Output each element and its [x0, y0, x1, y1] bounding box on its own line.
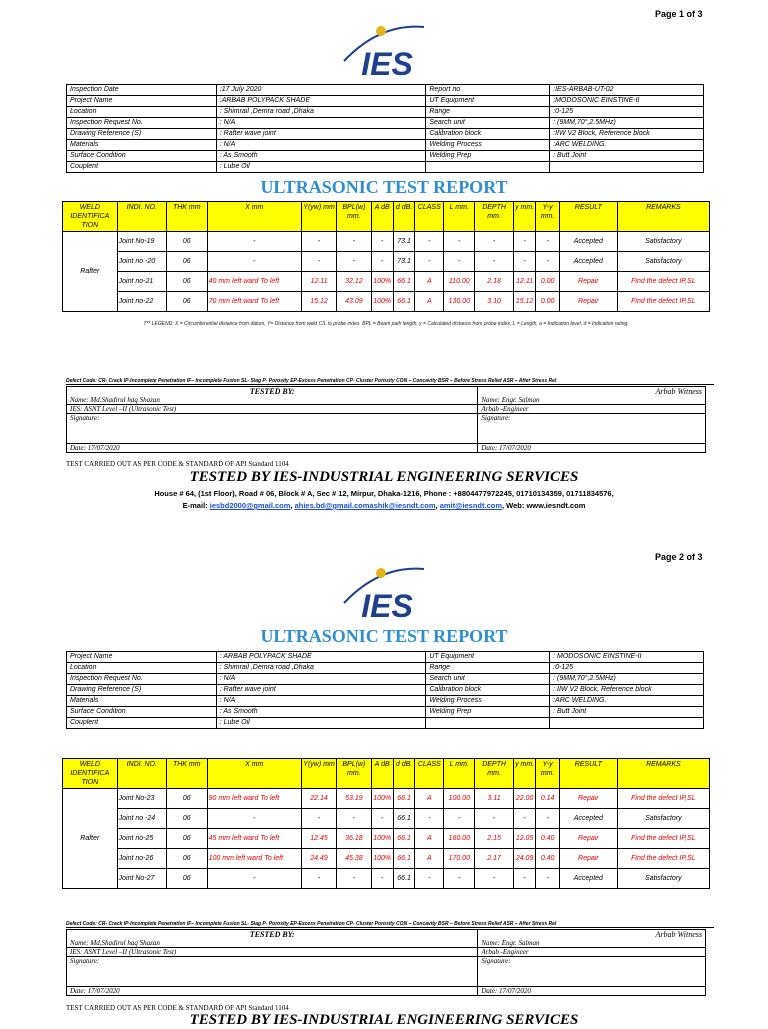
cell-remarks: Satisfactory	[617, 809, 709, 829]
email-link-2[interactable]: ahies.bd@gmail.comashik@iesndt.com	[294, 501, 436, 510]
info-value: : Butt Joint	[550, 707, 704, 718]
info-value: : N/A	[216, 674, 426, 685]
cell-joint: Joint no -20	[117, 252, 166, 272]
column-header: INDI. NO.	[117, 202, 166, 232]
cell-result: Repair	[559, 849, 617, 869]
info-value: : (9MM,70°,2.5MHz)	[550, 118, 704, 129]
cell-x: -	[207, 869, 301, 889]
column-header: DEPTH mm.	[475, 759, 514, 789]
cell-depth: -	[475, 252, 514, 272]
tested-by-label: TESTED BY:	[249, 387, 295, 396]
cell-bpl: -	[337, 869, 371, 889]
tester-role-2: IES: ASNT Level –II (Ultrasonic Test)	[67, 948, 478, 957]
info-row	[67, 140, 704, 151]
cell-cls: A	[415, 849, 444, 869]
cell-yyw: -	[301, 252, 336, 272]
cell-joint: Joint no-22	[117, 292, 166, 312]
weld-identification-cell: Rafter	[63, 232, 118, 312]
defect-code-2: Defect Code: CR- Crack IP-Incomplete Penetration IF– Incomplete Fusion SL- Slag P- Porosity EP-Excess Penetration CP- Cluster Porosity CON – Concavity BSR – Before Stress Relief ASR – After Stress Rel	[66, 921, 714, 928]
email-label: E-mail:	[182, 501, 210, 510]
info-label: Location	[67, 663, 217, 674]
cell-x: -	[207, 252, 301, 272]
info-row	[67, 696, 704, 707]
table-row	[63, 789, 710, 809]
cell-remarks: Find the defect IP,SL	[617, 789, 709, 809]
info-value	[550, 162, 704, 173]
logo-text: IES	[361, 46, 413, 79]
company-name: TESTED BY IES-INDUSTRIAL ENGINEERING SERVICES	[189, 469, 579, 485]
info-value: :IIW V2 Block, Reference block	[550, 129, 704, 140]
cell-a: 100%	[371, 292, 393, 312]
info-value: : MODOSONIC EINSTINE-II	[550, 652, 704, 663]
cell-yy: -	[536, 232, 560, 252]
info-label: Welding Prep	[426, 151, 550, 162]
info-row	[67, 151, 704, 162]
info-value: :0-125	[550, 663, 704, 674]
cell-yy: 0.40	[536, 829, 560, 849]
cell-yy: 0.14	[536, 789, 560, 809]
info-value: : Rafter wave joint	[216, 129, 426, 140]
witness-name: Name: Engr. Salman	[481, 396, 540, 404]
info-label: Calibration block	[426, 129, 550, 140]
column-header: WELD IDENTIFICA TION	[63, 202, 118, 232]
cell-result: Repair	[559, 789, 617, 809]
cell-y: 12.05	[513, 829, 535, 849]
cell-yy: -	[536, 252, 560, 272]
column-header: DEPTH mm.	[475, 202, 514, 232]
cell-l: -	[444, 869, 475, 889]
cell-depth: 3.10	[475, 292, 514, 312]
report-title-2: ULTRASONIC TEST REPORT	[260, 626, 508, 646]
info-row	[67, 96, 704, 107]
table-row	[63, 849, 710, 869]
cell-depth: 2.17	[475, 849, 514, 869]
column-header: RESULT	[559, 759, 617, 789]
info-value: : Shimrail ,Demra road ,Dhaka	[216, 663, 426, 674]
witness-signature: Signature:	[478, 414, 706, 444]
cell-d: 73.1	[393, 232, 414, 252]
table-row	[63, 232, 710, 252]
cell-depth: -	[475, 869, 514, 889]
info-row	[67, 85, 704, 96]
defect-code: Defect Code: CR- Crack IP-Incomplete Penetration IF– Incomplete Fusion SL- Slag P- Porosity EP-Excess Penetration CP- Cluster Porosity CON – Concavity BSR – Before Stress Relief ASR – After Stress Rel	[66, 378, 714, 385]
cell-depth: -	[475, 232, 514, 252]
column-header: X mm	[207, 202, 301, 232]
table-row	[63, 272, 710, 292]
column-header: y mm.	[513, 202, 535, 232]
cell-thk: 06	[166, 292, 207, 312]
cell-y: -	[513, 869, 535, 889]
info-label: Drawing Reference (S)	[67, 685, 217, 696]
cell-d: 66.1	[393, 809, 414, 829]
tester-date: Date: 17/07/2020	[67, 444, 478, 453]
ut-results-table	[62, 201, 710, 312]
column-header: y mm.	[513, 759, 535, 789]
cell-bpl: 32.12	[337, 272, 371, 292]
cell-y: 12.11	[513, 272, 535, 292]
cell-remarks: Satisfactory	[617, 232, 709, 252]
cell-a: -	[371, 252, 393, 272]
column-header: d dB.	[393, 759, 414, 789]
cell-l: 130.00	[444, 292, 475, 312]
info-value: : N/A	[216, 118, 426, 129]
cell-remarks: Satisfactory	[617, 252, 709, 272]
info-value: : IIW V2 Block, Reference block	[550, 685, 704, 696]
weld-identification-cell: Rafter	[63, 789, 118, 889]
cell-cls: -	[415, 869, 444, 889]
cell-depth: 2.15	[475, 829, 514, 849]
info-label: Materials	[67, 140, 217, 151]
cell-yy: 0.00	[536, 292, 560, 312]
cell-thk: 06	[166, 829, 207, 849]
column-header: REMARKS	[617, 759, 709, 789]
table-row	[63, 809, 710, 829]
column-header: CLASS	[415, 759, 444, 789]
web-text: , Web: www.iesndt.com	[502, 501, 586, 510]
info-value: : Lube Oil	[216, 718, 426, 729]
email-link-3[interactable]: amit@iesndt.com	[439, 501, 503, 510]
cell-y: 15.12	[513, 292, 535, 312]
cell-l: 110.00	[444, 272, 475, 292]
cell-yy: -	[536, 869, 560, 889]
info-row	[67, 162, 704, 173]
cell-yy: 0.40	[536, 849, 560, 869]
tester-name-2: Name: Md.Shadirul haq Shazan	[70, 939, 160, 947]
info-label: Report no	[426, 85, 550, 96]
cell-joint: Joint No-19	[117, 232, 166, 252]
cell-yyw: 15.12	[301, 292, 336, 312]
info-value	[550, 718, 704, 729]
cell-bpl: 45.38	[337, 849, 371, 869]
column-header: Y(yw) mm	[301, 759, 336, 789]
cell-joint: Joint no -24	[117, 809, 166, 829]
inspection-info-table	[66, 84, 704, 173]
report-title: ULTRASONIC TEST REPORT	[260, 177, 508, 197]
cell-d: 66.1	[393, 272, 414, 292]
table-header-row	[63, 202, 710, 232]
info-value: : N/A	[216, 696, 426, 707]
cell-thk: 06	[166, 232, 207, 252]
cell-cls: A	[415, 789, 444, 809]
info-label: UT Equipment	[426, 652, 550, 663]
cell-joint: Joint no-21	[117, 272, 166, 292]
info-value: :MODOSONIC EINSTINE-II	[550, 96, 704, 107]
cell-d: 66.1	[393, 869, 414, 889]
column-header: INDI. NO.	[117, 759, 166, 789]
info-label: Inspection Request No.	[67, 118, 217, 129]
cell-x: -	[207, 809, 301, 829]
cell-joint: Joint No-27	[117, 869, 166, 889]
cell-bpl: -	[337, 252, 371, 272]
info-label: Couplent	[67, 718, 217, 729]
cell-thk: 06	[166, 849, 207, 869]
info-value: :0-125	[550, 107, 704, 118]
info-row	[67, 129, 704, 140]
ies-logo	[340, 17, 430, 79]
cell-yyw: 22.14	[301, 789, 336, 809]
info-row	[67, 107, 704, 118]
info-value: :ARBAB POLYPACK SHADE	[216, 96, 426, 107]
cell-d: 66.1	[393, 849, 414, 869]
info-value: : Shimrail ,Demra road ,Dhaka	[216, 107, 426, 118]
cell-d: 66.1	[393, 292, 414, 312]
tester-date-2: Date: 17/07/2020	[67, 987, 478, 996]
cell-thk: 06	[166, 809, 207, 829]
witness-signature-2: Signature:	[478, 957, 706, 987]
tester-name: Name: Md.Shadirul haq Shazan	[70, 396, 160, 404]
cell-remarks: Satisfactory	[617, 869, 709, 889]
cell-d: 73.1	[393, 252, 414, 272]
cell-a: 100%	[371, 272, 393, 292]
column-header: CLASS	[415, 202, 444, 232]
company-contact: E-mail: iesbd2000@gmail.com, ahies.bd@gmail.comashik@iesndt.com, amit@iesndt.com, Web: www.iesndt.com	[182, 501, 586, 510]
info-value: : N/A	[216, 140, 426, 151]
info-label: Welding Prep	[426, 707, 550, 718]
cell-x: 100 mm left ward To left	[207, 849, 301, 869]
info-label: Surface Condition	[67, 151, 217, 162]
cell-result: Repair	[559, 829, 617, 849]
cell-result: Accepted	[559, 869, 617, 889]
info-label: Calibration block	[426, 685, 550, 696]
cell-d: 66.1	[393, 829, 414, 849]
cell-result: Accepted	[559, 232, 617, 252]
cell-a: 100%	[371, 849, 393, 869]
column-header: BPL(w) mm.	[337, 759, 371, 789]
cell-x: -	[207, 232, 301, 252]
cell-depth: -	[475, 809, 514, 829]
column-header: BPL(w) mm.	[337, 202, 371, 232]
column-header: Y(yw) mm	[301, 202, 336, 232]
info-value: : Lube Oil	[216, 162, 426, 173]
info-value: :ARC WELDING.	[550, 140, 704, 151]
info-label: Search unit	[426, 118, 550, 129]
table-legend: T** LEGEND: X = Circumferential distance from datum, Y= Distance from weld C/L to probe index. BPL = Beam path length, y = Calculated distance from probe index, L = Length, a = Indication level, d = Indication rating.	[143, 321, 629, 327]
cell-bpl: -	[337, 232, 371, 252]
logo-text-2: IES	[361, 588, 413, 621]
cell-cls: -	[415, 809, 444, 829]
info-label	[426, 718, 550, 729]
cell-x: 70 mm left ward To left	[207, 292, 301, 312]
table-row	[63, 252, 710, 272]
cell-yyw: 24.49	[301, 849, 336, 869]
cell-bpl: -	[337, 809, 371, 829]
tested-by-label-2: TESTED BY:	[249, 930, 295, 939]
column-header: WELD IDENTIFICA TION	[63, 759, 118, 789]
column-header: A dB	[371, 202, 393, 232]
cell-a: 100%	[371, 829, 393, 849]
info-label: Inspection Date	[67, 85, 217, 96]
info-label: Search unit	[426, 674, 550, 685]
info-row	[67, 707, 704, 718]
cell-l: 170.00	[444, 849, 475, 869]
column-header: Y-y mm.	[536, 759, 560, 789]
info-label: Project Name	[67, 96, 217, 107]
page-number-2: Page 2 of 3	[655, 552, 703, 562]
cell-l: 160.00	[444, 829, 475, 849]
column-header: X mm	[207, 759, 301, 789]
cell-y: -	[513, 232, 535, 252]
table-row	[63, 869, 710, 889]
signature-table	[66, 386, 706, 453]
table-row	[63, 829, 710, 849]
info-value: :IES-ARBAB-UT-02	[550, 85, 704, 96]
cell-cls: -	[415, 252, 444, 272]
cell-remarks: Find the defect IP,SL	[617, 292, 709, 312]
signature-table-2	[66, 929, 706, 996]
company-address: House # 64, (1st Floor), Road # 06, Block # A, Sec # 12, Mirpur, Dhaka-1216, Phone : +8804477972245, 01710134359, 01711834576,	[154, 489, 614, 498]
info-value: : As Smooth	[216, 151, 426, 162]
cell-cls: A	[415, 829, 444, 849]
info-label: UT Equipment	[426, 96, 550, 107]
cell-yyw: -	[301, 809, 336, 829]
cell-remarks: Find the defect IP,SL	[617, 829, 709, 849]
cell-y: -	[513, 252, 535, 272]
info-row	[67, 674, 704, 685]
cell-a: 100%	[371, 789, 393, 809]
info-label: Range	[426, 663, 550, 674]
info-label: Surface Condition	[67, 707, 217, 718]
email-link-1[interactable]: iesbd2000@gmail.com	[209, 501, 291, 510]
info-label: Welding Process	[426, 696, 550, 707]
cell-d: 66.1	[393, 789, 414, 809]
column-header: THK mm	[166, 202, 207, 232]
witness-role: Arbab -Engineer	[478, 405, 706, 414]
cell-a: -	[371, 869, 393, 889]
column-header: L mm.	[444, 759, 475, 789]
cell-x: 40 mm left ward To left	[207, 272, 301, 292]
cell-thk: 06	[166, 272, 207, 292]
page-number: Page 1 of 3	[655, 9, 703, 19]
info-row	[67, 718, 704, 729]
witness-label-2: Arbab Witness	[655, 930, 702, 939]
column-header: Y-y mm.	[536, 202, 560, 232]
column-header: L mm.	[444, 202, 475, 232]
tester-signature: Signature:	[67, 414, 478, 444]
info-row	[67, 118, 704, 129]
cell-joint: Joint no-25	[117, 829, 166, 849]
cell-result: Repair	[559, 292, 617, 312]
info-row	[67, 685, 704, 696]
cell-yy: -	[536, 809, 560, 829]
cell-thk: 06	[166, 789, 207, 809]
cell-cls: A	[415, 292, 444, 312]
info-value: :17 July 2020	[216, 85, 426, 96]
cell-yyw: 12.11	[301, 272, 336, 292]
cell-yyw: -	[301, 869, 336, 889]
witness-role-2: Arbab -Engineer	[478, 948, 706, 957]
witness-label: Arbab Witness	[655, 387, 702, 396]
cell-yy: 0.00	[536, 272, 560, 292]
cell-depth: 2.18	[475, 272, 514, 292]
cell-bpl: 36.18	[337, 829, 371, 849]
info-value: : ARBAB POLYPACK SHADE	[216, 652, 426, 663]
info-label: Drawing Reference (S)	[67, 129, 217, 140]
info-value: : Butt Joint	[550, 151, 704, 162]
cell-y: 24.09	[513, 849, 535, 869]
witness-date-2: Date: 17/07/2020	[478, 987, 706, 996]
cell-remarks: Find the defect IP,SL	[617, 849, 709, 869]
cell-result: Accepted	[559, 252, 617, 272]
cell-thk: 06	[166, 252, 207, 272]
cell-thk: 06	[166, 869, 207, 889]
info-label: Couplent	[67, 162, 217, 173]
cell-l: -	[444, 809, 475, 829]
tester-signature-2: Signature:	[67, 957, 478, 987]
column-header: THK mm	[166, 759, 207, 789]
cell-x: 45 mm left ward To left	[207, 829, 301, 849]
cell-yyw: -	[301, 232, 336, 252]
cell-bpl: 53.19	[337, 789, 371, 809]
cell-bpl: 43.09	[337, 292, 371, 312]
cell-l: -	[444, 252, 475, 272]
cell-result: Accepted	[559, 809, 617, 829]
column-header: d dB.	[393, 202, 414, 232]
company-name-2: TESTED BY IES-INDUSTRIAL ENGINEERING SERVICES	[189, 1012, 579, 1028]
cell-cls: A	[415, 272, 444, 292]
cell-remarks: Find the defect IP,SL	[617, 272, 709, 292]
witness-name-2: Name: Engr. Salman	[481, 939, 540, 947]
cell-a: -	[371, 232, 393, 252]
info-value: : (9MM,70°,2.5MHz)	[550, 674, 704, 685]
column-header: REMARKS	[617, 202, 709, 232]
cell-l: -	[444, 232, 475, 252]
inspection-info-table-2	[66, 651, 704, 729]
cell-joint: Joint no-26	[117, 849, 166, 869]
column-header: A dB	[371, 759, 393, 789]
ies-logo-2	[340, 559, 430, 621]
info-label: Project Name	[67, 652, 217, 663]
info-label	[426, 162, 550, 173]
info-label: Inspection Request No.	[67, 674, 217, 685]
cell-y: -	[513, 809, 535, 829]
info-value: : Rafter wave joint	[216, 685, 426, 696]
info-label: Welding Process	[426, 140, 550, 151]
cell-l: 100.00	[444, 789, 475, 809]
info-value: :ARC WELDING.	[550, 696, 704, 707]
standard-note-2: TEST CARRIED OUT AS PER CODE & STANDARD OF API Standard 1104	[66, 1004, 289, 1012]
info-label: Location	[67, 107, 217, 118]
cell-y: 22.00	[513, 789, 535, 809]
cell-a: -	[371, 809, 393, 829]
tester-role: IES: ASNT Level –II (Ultrasonic Test)	[67, 405, 478, 414]
info-label: Range	[426, 107, 550, 118]
cell-joint: Joint No-23	[117, 789, 166, 809]
table-row	[63, 292, 710, 312]
column-header: RESULT	[559, 202, 617, 232]
cell-cls: -	[415, 232, 444, 252]
info-label: Materials	[67, 696, 217, 707]
ut-results-table-2	[62, 758, 710, 889]
cell-x: 90 mm left ward To left	[207, 789, 301, 809]
standard-note: TEST CARRIED OUT AS PER CODE & STANDARD OF API Standard 1104	[66, 460, 289, 468]
cell-result: Repair	[559, 272, 617, 292]
info-row	[67, 663, 704, 674]
cell-yyw: 12.45	[301, 829, 336, 849]
table-header-row-2	[63, 759, 710, 789]
witness-date: Date: 17/07/2020	[478, 444, 706, 453]
info-row	[67, 652, 704, 663]
info-value: : As Smooth	[216, 707, 426, 718]
cell-depth: 3.11	[475, 789, 514, 809]
